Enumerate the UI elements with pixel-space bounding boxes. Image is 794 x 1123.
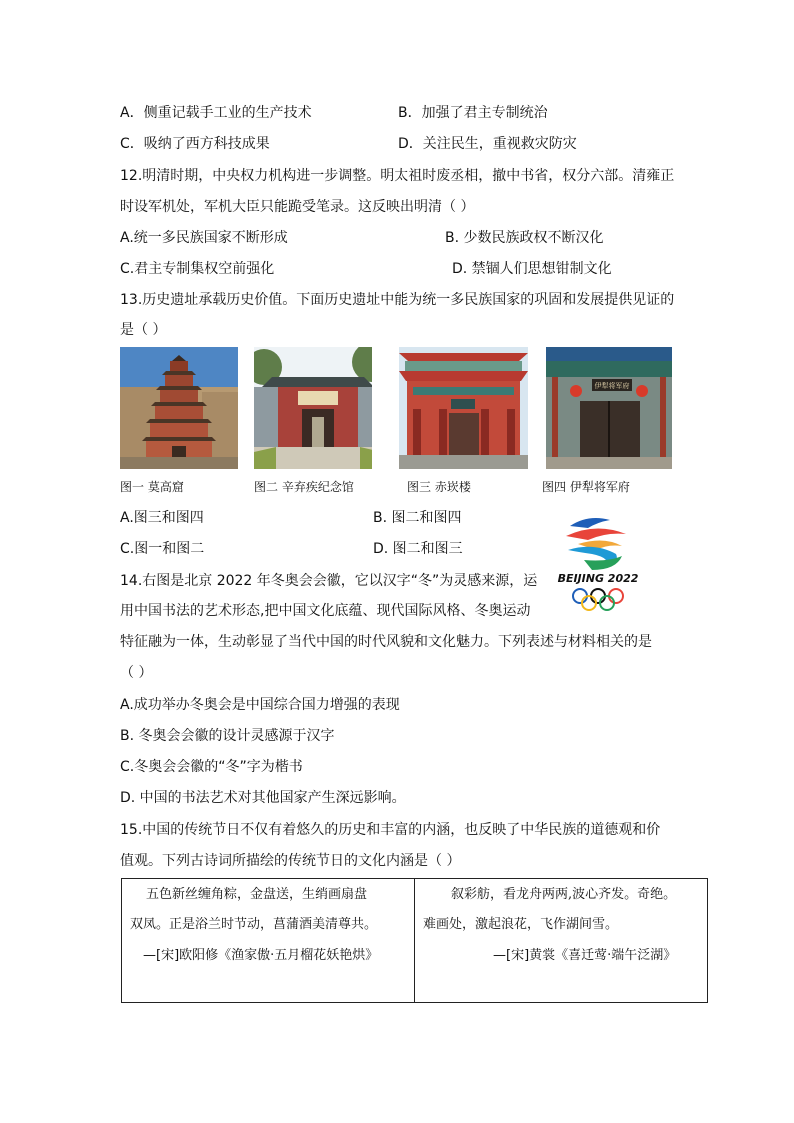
q14-stem-line4: （ ） (120, 665, 153, 681)
q15-stem-line2: 值观。下列古诗词所描绘的传统节日的文化内涵是（ ） (120, 853, 461, 869)
q12-option-b: B. 少数民族政权不断汉化 (445, 230, 604, 246)
caption-figure-1: 图一 莫高窟 (120, 480, 184, 494)
poem2-source: —[宋]黄裳《喜迁莺·端午泛湖》 (493, 948, 677, 963)
q11-option-d: D．关注民生，重视救灾防灾 (398, 136, 577, 152)
caption-figure-4: 图四 伊犁将军府 (542, 480, 630, 494)
poem1-source: —[宋]欧阳修《渔家傲·五月榴花妖艳烘》 (143, 948, 379, 963)
q13-option-a: A.图三和图四 (120, 510, 204, 526)
q14-stem-line3: 特征融为一体，生动彰显了当代中国的时代风貌和文化魅力。下列表述与材料相关的是 (120, 634, 652, 650)
q13-option-d: D. 图二和图三 (373, 541, 463, 557)
poem2-line1: 叙彩舫，看龙舟两两,波心齐发。奇绝。 (451, 887, 677, 902)
beijing-2022-emblem (548, 512, 648, 616)
caption-figure-2: 图二 辛弃疾纪念馆 (254, 480, 354, 494)
q13-stem-line2: 是（ ） (120, 322, 167, 338)
q13-option-b: B. 图二和图四 (373, 510, 462, 526)
q11-option-a: A．侧重记载手工业的生产技术 (120, 105, 312, 121)
q11-option-c: C．吸纳了西方科技成果 (120, 136, 270, 152)
figure-mogao-caves (120, 347, 238, 469)
q12-option-a: A.统一多民族国家不断形成 (120, 230, 288, 246)
q14-option-d: D. 中国的书法艺术对其他国家产生深远影响。 (120, 790, 406, 806)
poem1-line1: 五色新丝缠角粽，金盘送，生绡画扇盘 (146, 887, 368, 902)
q13-stem-line1: 13.历史遗址承载历史价值。下面历史遗址中能为统一多民族国家的巩固和发展提供见证的 (120, 292, 675, 308)
q12-option-c: C.君主专制集权空前强化 (120, 261, 275, 277)
q14-option-b: B. 冬奥会会徽的设计灵感源于汉字 (120, 728, 335, 744)
q14-option-a: A.成功举办冬奥会是中国综合国力增强的表现 (120, 697, 400, 713)
q12-option-d: D. 禁锢人们思想钳制文化 (452, 261, 612, 277)
q12-stem-line2: 时设军机处，军机大臣只能跪受笔录。这反映出明清（ ） (120, 199, 475, 215)
q14-stem-line1: 14.右图是北京 2022 年冬奥会会徽，它以汉字“冬”为灵感来源，运 (120, 573, 538, 589)
q12-stem-line1: 12.明清时期，中央权力机构进一步调整。明太祖时废丞相，撤中书省，权分六部。清雍正 (120, 168, 675, 184)
q13-option-c: C.图一和图二 (120, 541, 205, 557)
emblem-text: BEIJING 2022 (557, 572, 639, 585)
figure-ili-general-mansion (546, 347, 672, 469)
q14-stem-line2: 用中国书法的艺术形态,把中国文化底蕴、现代国际风格、冬奥运动 (120, 603, 531, 619)
q14-option-c: C.冬奥会会徽的“冬”字为楷书 (120, 759, 303, 775)
q15-stem-line1: 15.中国的传统节日不仅有着悠久的历史和丰富的内涵，也反映了中华民族的道德观和价 (120, 822, 661, 838)
figure-chihkan-tower (399, 347, 528, 469)
plaque-ili-general-mansion: 伊犁将军府 (594, 382, 630, 390)
poem2-line2: 难画处，激起浪花，飞作湖间雪。 (423, 917, 619, 932)
figure-xin-qiji-memorial (254, 347, 372, 469)
poem-table-divider (414, 879, 415, 1002)
q11-option-b: B．加强了君主专制统治 (398, 105, 548, 121)
poem1-line2: 双凤。正是浴兰时节动，菖蒲酒美清尊共。 (130, 917, 378, 932)
caption-figure-3: 图三 赤崁楼 (407, 480, 471, 494)
